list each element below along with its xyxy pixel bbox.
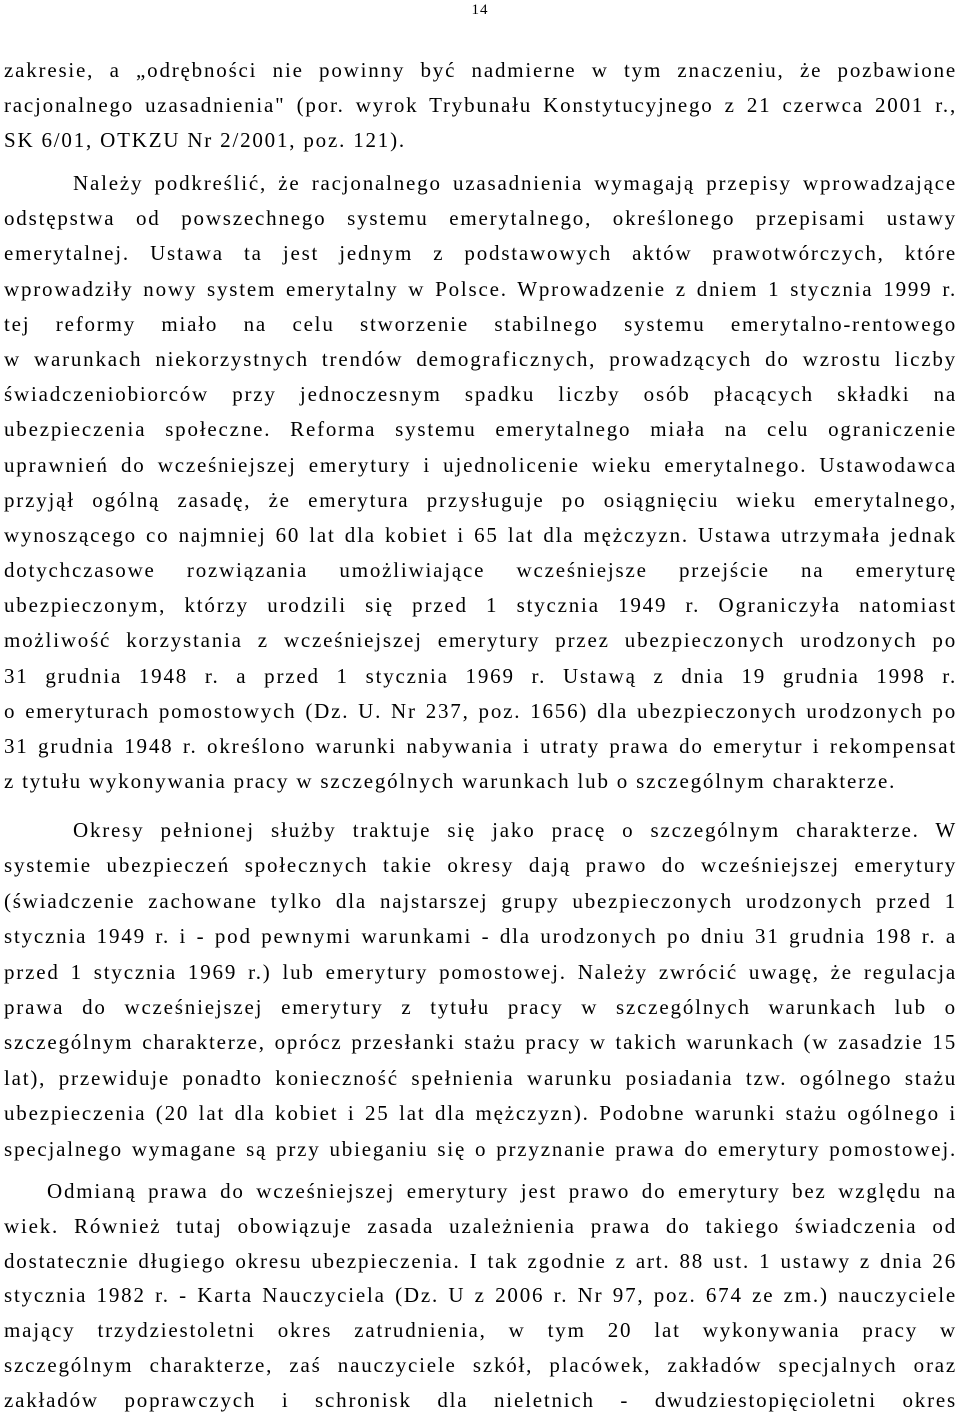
text-line: stycznia 1982 r. - Karta Nauczyciela (Dz. U z 2006 r. Nr 97, poz. 674 ze zm.) nauczyciele [4, 1283, 957, 1308]
text-line: szczególnym charakterze, zaś nauczyciele szkół, placówek, zakładów specjalnych oraz [4, 1352, 957, 1377]
text-line: emerytalnej. Ustawa ta jest jednym z podstawowych aktów prawotwórczych, które [4, 241, 957, 266]
paragraph-3 [4, 815, 957, 1164]
text-line: mający trzydziestoletni okres zatrudnienia, w tym 20 lat wykonywania pracy w [4, 1318, 957, 1343]
text-line: z tytułu wykonywania pracy w szczególnych warunkach lub o szczególnym charakterze. [4, 769, 897, 794]
text-line: tej reformy miało na celu stworzenie stabilnego systemu emerytalno-rentowego [4, 311, 957, 336]
text-line: systemie ubezpieczeń społecznych takie okresy dają prawo do wcześniejszej emerytury [4, 853, 957, 878]
text-line: wprowadziły nowy system emerytalny w Polsce. Wprowadzenie z dniem 1 stycznia 1999 r. [4, 276, 957, 301]
text-line: 31 grudnia 1948 r. a przed 1 stycznia 1969 r. Ustawą z dnia 19 grudnia 1998 r. [4, 663, 957, 688]
paragraph-2 [4, 168, 957, 796]
text-line: przed 1 stycznia 1969 r.) lub emerytury pomostowej. Należy zwrócić uwagę, że regulacja [4, 959, 957, 984]
text-line: racjonalnego uzasadnienia" (por. wyrok Trybunału Konstytucyjnego z 21 czerwca 2001 r., [4, 93, 957, 117]
text-line: ubezpieczenia (20 lat dla kobiet i 25 lat dla mężczyzn). Podobne warunki stażu ogólnego i [4, 1101, 957, 1126]
paragraph-1 [4, 55, 957, 155]
text-line: (świadczenie zachowane tylko dla najstarszej grupy ubezpieczonych urodzonych przed 1 [4, 888, 957, 913]
text-line: ubezpieczenia społeczne. Reforma systemu emerytalnego miała na celu ograniczenie [4, 417, 957, 442]
text-line: Należy podkreślić, że racjonalnego uzasadnienia wymagają przepisy wprowadzające [73, 171, 957, 195]
text-line: zakładów poprawczych i schronisk dla nieletnich - dwudziestopięcioletni okres [4, 1387, 957, 1412]
text-line: dostatecznie długiego okresu ubezpieczenia. I tak zgodnie z art. 88 ust. 1 ustawy z dnia 26 [4, 1248, 957, 1273]
text-line: lat), przewiduje ponadto konieczność spełnienia warunku posiadania tzw. ogólnego stażu [4, 1065, 957, 1090]
text-line: 31 grudnia 1948 r. określono warunki nabywania i utraty prawa do emerytur i rekompensat [4, 734, 957, 758]
text-line: wiek. Również tutaj obowiązuje zasada uzależnienia prawa do takiego świadczenia od [4, 1213, 957, 1238]
text-line: wynoszącego co najmniej 60 lat dla kobiet i 65 lat dla mężczyzn. Ustawa utrzymała jednak [4, 522, 957, 547]
text-line: dotychczasowe rozwiązania umożliwiające wcześniejsze przejście na emeryturę [4, 558, 957, 583]
text-line: SK 6/01, OTKZU Nr 2/2001, poz. 121). [4, 128, 406, 152]
text-line: stycznia 1949 r. i - pod pewnymi warunkami - dla urodzonych po dniu 31 grudnia 198 r. a [4, 924, 957, 949]
paragraph-4 [4, 1176, 957, 1415]
text-line: Okresy pełnionej służby traktuje się jako pracę o szczególnym charakterze. W [73, 818, 957, 842]
text-line: przyjął ogólną zasadę, że emerytura przysługuje po osiągnięciu wieku emerytalnego, [4, 487, 957, 512]
text-line: zakresie, a „odrębności nie powinny być nadmierne w tym znaczeniu, że pozbawione [4, 58, 957, 82]
text-line: specjalnego wymagane są przy ubieganiu się o przyznanie prawa do emerytury pomostowej. [4, 1136, 957, 1161]
text-line: uprawnień do wcześniejszej emerytury i ujednolicenie wieku emerytalnego. Ustawodawca [4, 452, 957, 477]
text-line: o emeryturach pomostowych (Dz. U. Nr 237, poz. 1656) dla ubezpieczonych urodzonych po [4, 698, 957, 723]
text-line: możliwość korzystania z wcześniejszej emerytury przez ubezpieczonych urodzonych po [4, 628, 957, 653]
text-line: Odmianą prawa do wcześniejszej emerytury jest prawo do emerytury bez względu na [47, 1179, 957, 1203]
text-line: ubezpieczonym, którzy urodzili się przed 1 stycznia 1949 r. Ograniczyła natomiast [4, 593, 957, 618]
page-number: 14 [471, 2, 489, 18]
text-line: świadczeniobiorców przy jednoczesnym spadku liczby osób płacących składki na [4, 382, 957, 407]
text-line: prawa do wcześniejszej emerytury z tytułu pracy w szczególnych warunkach lub o [4, 994, 957, 1019]
text-line: w warunkach niekorzystnych trendów demograficznych, prowadzących do wzrostu liczby [4, 346, 957, 371]
text-line: szczególnym charakterze, oprócz przesłanki stażu pracy w takich warunkach (w zasadzie 15 [4, 1030, 957, 1055]
text-line: odstępstwa od powszechnego systemu emerytalnego, określonego przepisami ustawy [4, 206, 957, 231]
